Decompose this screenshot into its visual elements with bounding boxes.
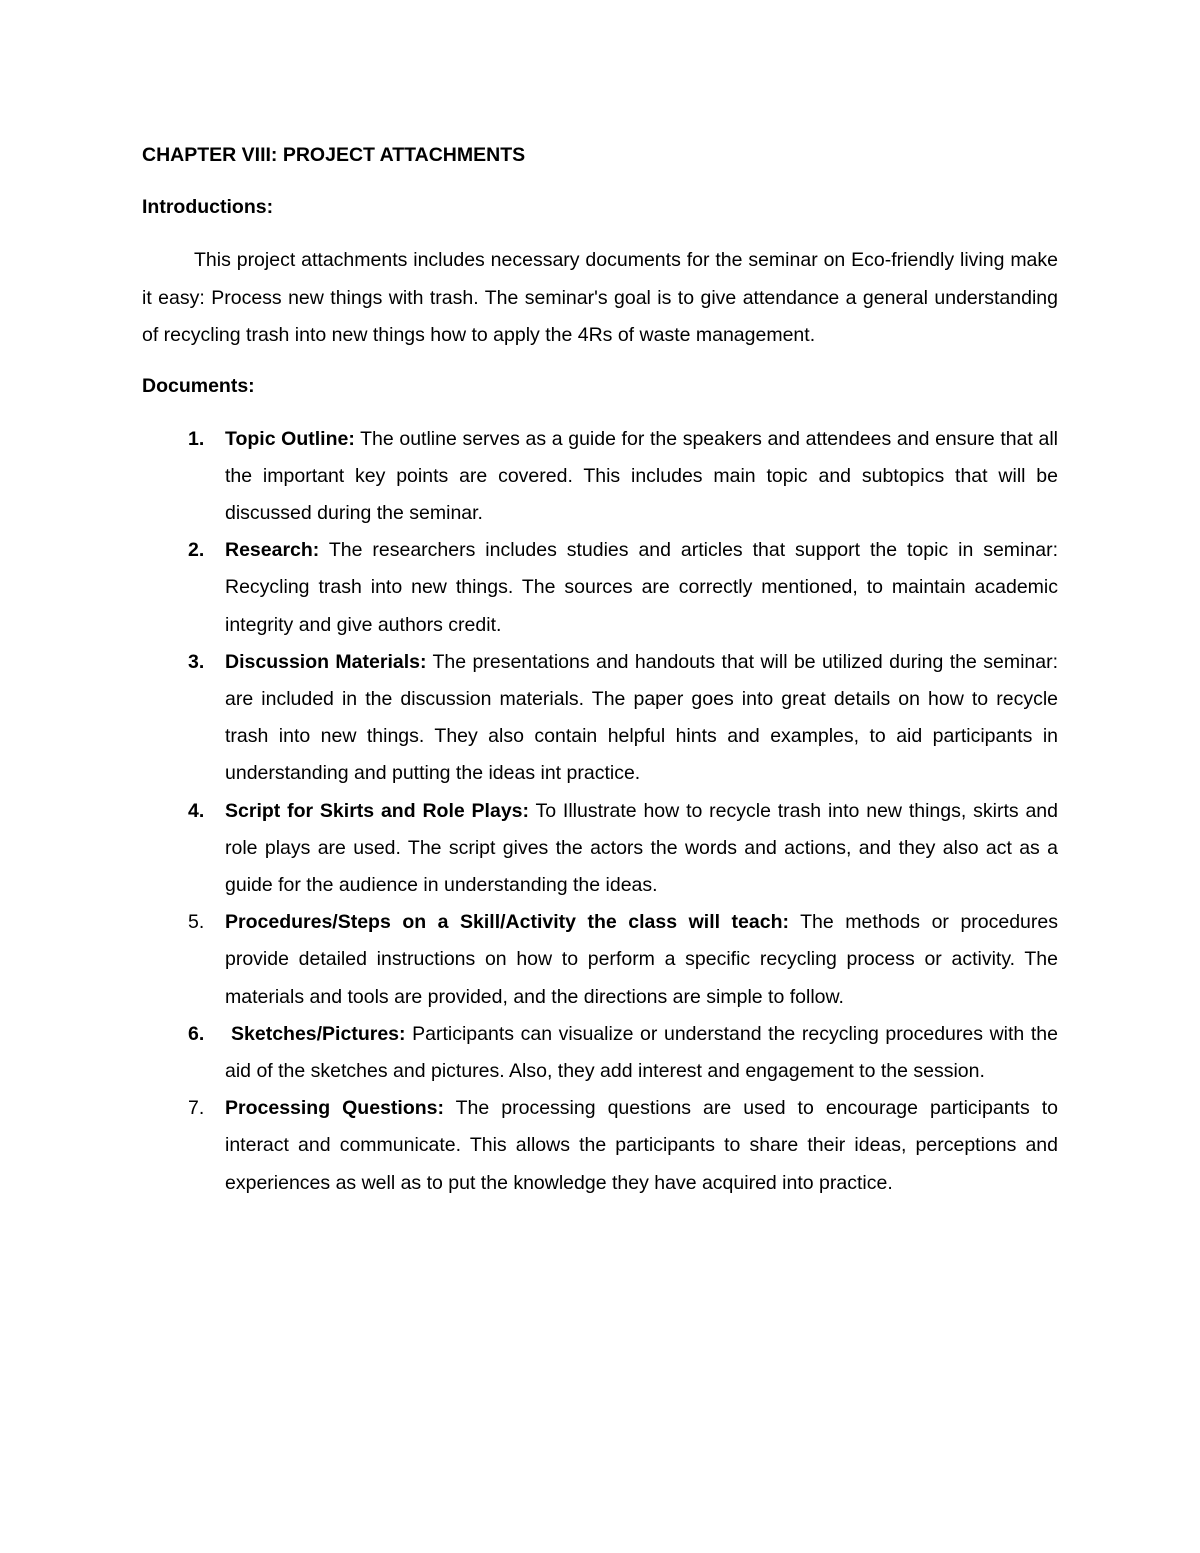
document-item-script: [142, 793, 1058, 905]
document-item-number: 4.: [188, 799, 205, 822]
document-item-term: Discussion Materials:: [225, 650, 427, 673]
document-item-term: Processing Questions:: [225, 1097, 444, 1120]
document-item-processing-questions: [142, 1090, 1058, 1202]
document-item-term: Procedures/Steps on a Skill/Activity the class will teach:: [225, 911, 789, 934]
document-item-number: 3.: [188, 650, 205, 673]
document-item-term: Topic Outline:: [225, 427, 355, 450]
document-item-number: 6.: [188, 1022, 205, 1045]
document-item-term: Script for Skirts and Role Plays:: [225, 799, 530, 822]
chapter-title: CHAPTER VIII: PROJECT ATTACHMENTS: [142, 144, 526, 166]
document-item-number: 5.: [188, 911, 205, 934]
document-item-procedures: [142, 904, 1058, 1016]
document-item-research: [142, 532, 1058, 644]
document-item-sketches: [142, 1016, 1058, 1090]
documents-list: [142, 421, 1058, 1202]
document-item-text: The processing questions are used to encourage participants to interact and communicate. This allows the participants to share their ideas, perceptions and experiences as well as to put the knowledge they have acquired into practice.: [225, 1097, 1058, 1194]
document-item-term: Research:: [225, 539, 320, 562]
document-item-text: The researchers includes studies and articles that support the topic in seminar: Recycling trash into new things. The sources are correctly mentioned, to maintain academic integrity and give authors credit.: [225, 539, 1058, 636]
document-item-text: Participants can visualize or understand the recycling procedures with the aid of the sketches and pictures. Also, they add interest and engagement to the session.: [225, 1022, 1058, 1082]
document-item-topic-outline: [142, 421, 1058, 533]
document-item-text: The outline serves as a guide for the speakers and attendees and ensure that all the important key points are covered. This includes main topic and subtopics that will be discussed during the seminar.: [225, 427, 1058, 524]
document-item-number: 2.: [188, 539, 205, 562]
document-page: [142, 138, 1058, 1202]
intro-paragraph: This project attachments includes necessary documents for the seminar on Eco-friendly living make it easy: Process new things with trash. The seminar's goal is to give attendance a general understanding of recycling trash into new things how to apply the 4Rs of waste management.: [142, 249, 1058, 346]
document-item-number: 7.: [188, 1097, 205, 1120]
document-item-term: Sketches/Pictures:: [231, 1022, 406, 1045]
document-item-number: 1.: [188, 427, 205, 450]
intro-heading: Introductions:: [142, 196, 274, 218]
document-item-text: The presentations and handouts that will be utilized during the seminar: are included in the discussion materials. The paper goes into great details on how to recycle trash into new things. They also contain helpful hints and examples, to aid participants in understanding and putting the ideas int practice.: [225, 650, 1058, 785]
document-item-text: The methods or procedures provide detailed instructions on how to perform a specific recycling process or activity. The materials and tools are provided, and the directions are simple to follow.: [225, 911, 1058, 1008]
document-item-text: To Illustrate how to recycle trash into new things, skirts and role plays are used. The script gives the actors the words and actions, and they also act as a guide for the audience in understanding the ideas.: [225, 799, 1058, 896]
documents-heading: Documents:: [142, 374, 255, 397]
document-item-discussion-materials: [142, 644, 1058, 793]
